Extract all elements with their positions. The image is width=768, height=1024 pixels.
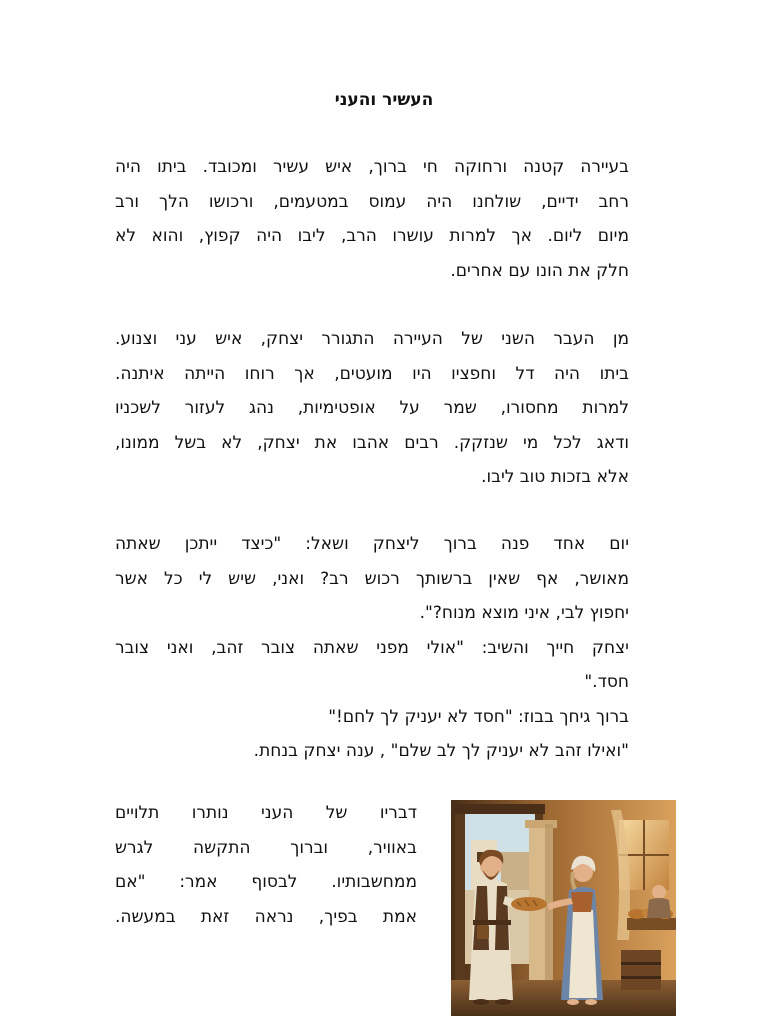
text-line: יום אחד פנה ברוך ליצחק ושאל: "כיצד ייתכן שאתה <box>115 534 629 554</box>
text-line: חלק את הונו עם אחרים. <box>450 260 629 281</box>
text-line: "ואילו זהב לא יעניק לך לב שלם" , ענה יצחק בנחת. <box>253 741 629 761</box>
paragraph-4 <box>115 796 417 934</box>
text-line: באוויר, וברוך התקשה לגרש <box>115 837 417 858</box>
text-line: ודאג לכל מי שנזקק. רבים אהבו את יצחק, לא בשל ממונו, <box>115 432 629 453</box>
text-line: ביתו היה דל וחפציו היו מועטים, אך רוחו הייתה איתנה. <box>115 363 629 384</box>
story-title: העשיר והעני <box>334 90 434 110</box>
story-illustration <box>451 800 676 1016</box>
text-line: אלא בזכות טוב ליבו. <box>481 467 629 487</box>
text-line: חסד." <box>584 672 629 692</box>
text-line: למרות מחסורו, שמר על אופטימיות, נהג לעזור לשכניו <box>115 398 629 418</box>
text-line: דבריו של העני נותרו תלויים <box>115 803 417 823</box>
text-line: בעיירה קטנה ורחוקה חי ברוך, איש עשיר ומכובד. ביתו היה <box>115 157 629 177</box>
paragraph-1 <box>115 150 629 288</box>
text-line: אמת בפיך, נראה זאת במעשה. <box>115 906 417 927</box>
paragraph-2 <box>115 322 629 495</box>
text-line: מיום ליום. אך למרות עושרו הרב, ליבו היה קפוץ, והוא לא <box>115 226 629 246</box>
text-line: ממחשבותיו. לבסוף אמר: "אם <box>115 872 417 892</box>
illustration-image <box>451 800 676 1016</box>
text-line: יחפוץ לבי, איני מוצא מנוח?". <box>419 603 629 623</box>
paragraph-3 <box>115 527 629 769</box>
text-line: מאושר, אף שאין ברשותך רכוש רב? ואני, שיש לי כל אשר <box>115 568 629 589</box>
text-line: ברוך גיחך בבוז: "חסד לא יעניק לך לחם!" <box>328 706 629 727</box>
text-line: מן העבר השני של העיירה התגורר יצחק, איש עני וצנוע. <box>115 329 629 349</box>
text-line: רחב ידיים, שולחנו היה עמוס במטעמים, ורכושו הלך ורב <box>115 191 629 212</box>
text-line: יצחק חייך והשיב: "אולי מפני שאתה צובר זהב, ואני צובר <box>115 637 629 658</box>
